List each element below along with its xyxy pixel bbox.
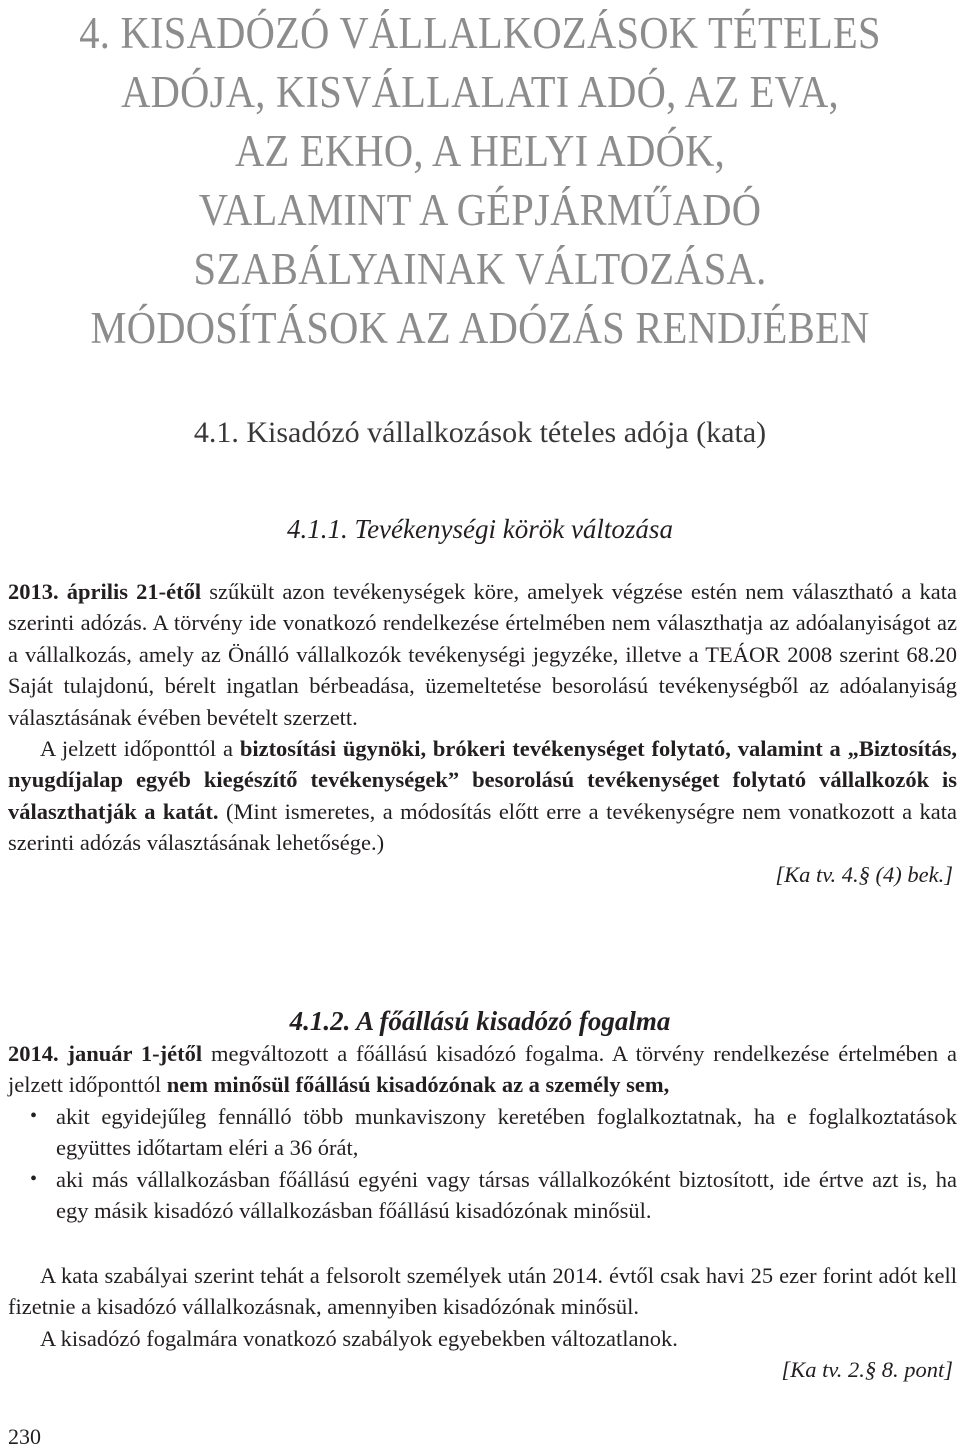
chapter-title-line: VALAMINT A GÉPJÁRMŰADÓ <box>198 185 762 235</box>
emphasis-date: 2014. január 1-jétől <box>8 1041 203 1066</box>
list-item <box>8 1101 957 1164</box>
bullet-icon: • <box>30 1167 38 1190</box>
chapter-title-line: ADÓJA, KISVÁLLALATI ADÓ, AZ EVA, <box>121 67 839 117</box>
list-item-text: aki más vállalkozásban főállású egyéni vagy társas vállalkozóként biztosított, ide értve azt is, ha egy másik kisadózó vállalkozásban főállású kisadózónak minősül. <box>56 1166 957 1224</box>
subsection-body <box>8 1038 957 1226</box>
emphasis-date: 2013. április 21-étől <box>8 579 202 604</box>
paragraph-text: szűkült azon tevékenységek köre, amelyek végzése estén nem választható a kata szerinti adózás. A törvény ide vonatkozó rendelkezése értelmében nem választhatja az adóalanyiságot az a vállalkozás, amely az Önálló vállalkozók tevékenységi jegyzéke, illetve a TEÁOR 2008 szerint 68.20 Saját tulajdonú, bérelt ingatlan bérbeadása, üzemeltetése besorolású tevékenységből az adóalanyiság választásának évében bevételt szerzett. <box>8 579 958 730</box>
paragraph-text: megváltozott a főállású kisadózó fogalma. A törvény rendelkezése értelmében a jelzett időponttól <box>8 1041 957 1098</box>
paragraph: A kata szabályai szerint tehát a felsorolt személyek után 2014. évtől csak havi 25 ezer forint adót kell fizetnie a kisadózó vállalkozásnak, amennyiben kisadózónak minősül. <box>8 1263 957 1320</box>
bullet-list <box>8 1101 957 1227</box>
paragraph-text: A jelzett időponttól a <box>40 736 240 762</box>
bullet-icon: • <box>30 1104 38 1127</box>
chapter-title-line: AZ EKHO, A HELYI ADÓK, <box>234 126 726 176</box>
list-item <box>8 1164 957 1227</box>
paragraph <box>8 576 957 733</box>
section-title: 4.1. Kisadózó vállalkozások tételes adója (kata) <box>193 416 767 449</box>
legal-reference: [Ka tv. 2.§ 8. pont] <box>781 1357 953 1383</box>
chapter-title-line: MÓDOSÍTÁSOK AZ ADÓZÁS RENDJÉBEN <box>90 303 870 353</box>
list-item-text: akit egyidejűleg fennálló több munkaviszony keretében foglalkoztatnak, ha e foglalkoztatások együttes időtartam eléri a 36 órát, <box>56 1103 957 1161</box>
paragraph <box>8 1038 957 1101</box>
subsection-title: 4.1.1. Tevékenységi körök változása <box>287 514 673 544</box>
legal-reference: [Ka tv. 4.§ (4) bek.] <box>775 861 953 887</box>
emphasis-text: nem minősül főállású kisadózónak az a személy sem, <box>166 1072 670 1098</box>
page-number: 230 <box>8 1424 41 1449</box>
paragraph <box>8 733 957 859</box>
chapter-title-line: 4. KISADÓZÓ VÁLLALKOZÁSOK TÉTELES <box>79 8 881 58</box>
paragraph-text: (Mint ismeretes, a módosítás előtt erre a tevékenységre nem vonatkozott a kata szerinti adózás választásának lehetősége.) <box>8 798 957 856</box>
subsection-body <box>8 576 957 890</box>
paragraph: A kisadózó fogalmára vonatkozó szabályok egyebekben változatlanok. <box>40 1325 678 1351</box>
closing-body <box>8 1260 957 1386</box>
chapter-title-line: SZABÁLYAINAK VÁLTOZÁSA. <box>193 244 767 294</box>
emphasis-text: biztosítási ügynöki, brókeri tevékenységet folytató, valamint a „Biztosítás, nyugdíjalap egyéb kiegészítő tevékenységek” besorolású tevékenységet folytató vállalkozók is választhatják a katát. <box>8 736 957 824</box>
subsection-title: 4.1.2. A főállású kisadózó fogalma <box>289 1006 671 1036</box>
chapter-title <box>48 4 912 358</box>
